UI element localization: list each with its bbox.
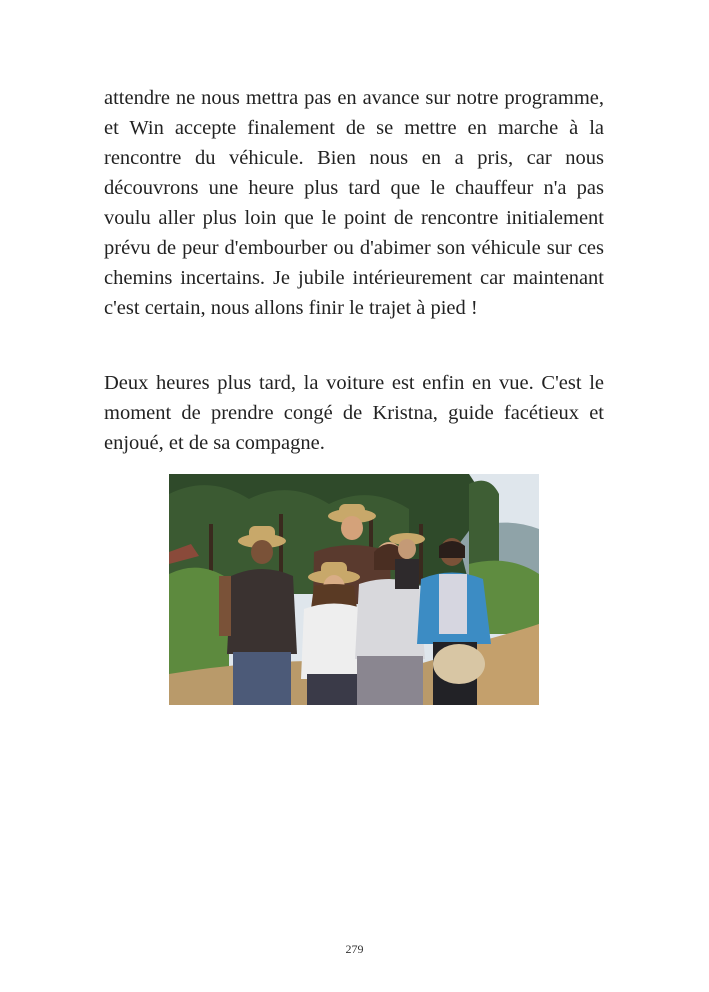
paragraph-1: attendre ne nous mettra pas en avance sur notre programme, et Win accepte finalement de se mettre en marche à la rencontre du véhicule. Bien nous en a pris, car nous découvrons une heure plus tard que le chauffeur n'a pas voulu aller plus loin que le point de rencontre initialement prévu de peur d'embourber ou d'abimer son véhicule sur ces chemins incertains. Je jubile intérieurement car maintenant c'est certain, nous allons finir le trajet à pied !: [104, 87, 604, 319]
paragraph-2: Deux heures plus tard, la voiture est enfin en vue. C'est le moment de prendre congé de Kristna, guide facétieux et enjoué, et de sa compagne.: [104, 372, 604, 454]
page-number: 279: [345, 942, 364, 956]
group-photo: [169, 474, 539, 705]
